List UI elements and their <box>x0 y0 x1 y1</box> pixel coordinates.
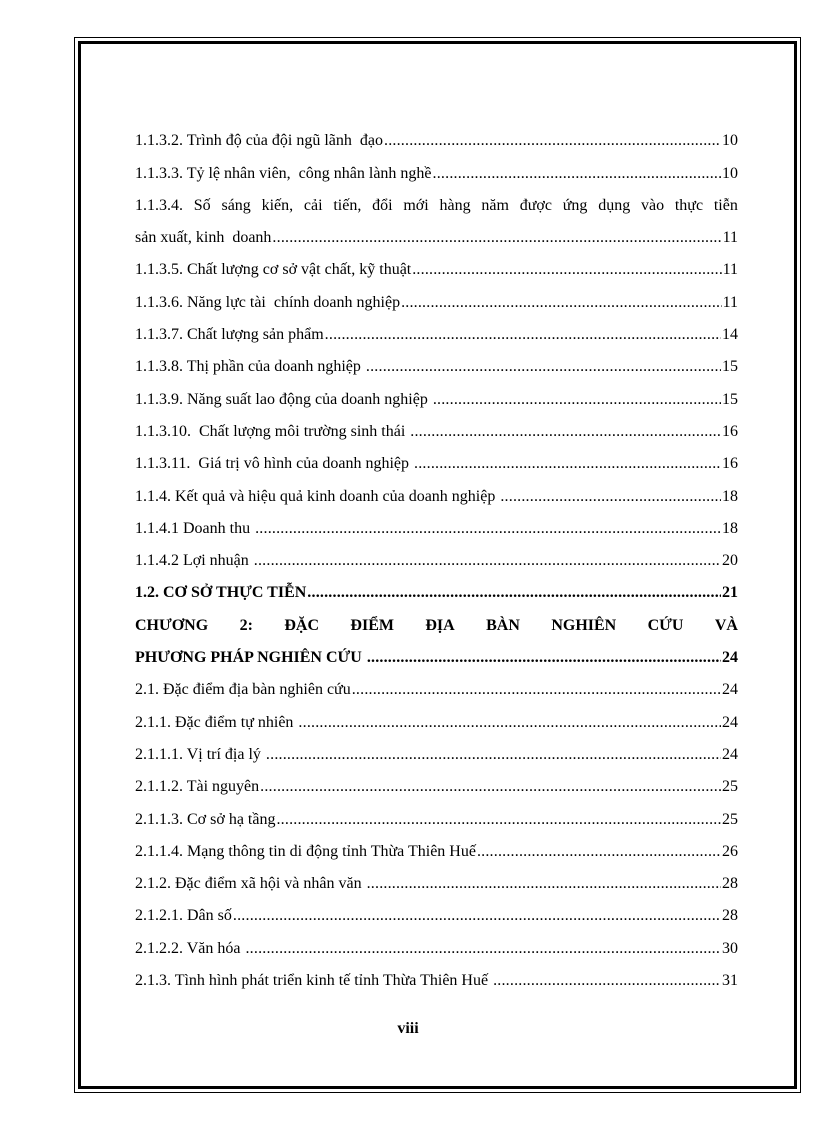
toc-entry[interactable] <box>135 381 738 413</box>
toc-word: cải <box>303 196 323 214</box>
toc-leader-dots <box>233 907 721 925</box>
toc-entry-page: 14 <box>722 326 738 344</box>
toc-leader-dots <box>401 294 722 312</box>
toc-entry-title: 2.1.2.2. Văn hóa <box>135 939 245 957</box>
toc-word: được <box>519 196 552 214</box>
toc-entry-title: 1.2. CƠ SỞ THỰC TIỄN <box>135 584 307 602</box>
toc-leader-dots <box>307 584 721 602</box>
toc-entry[interactable] <box>135 478 738 510</box>
toc-word: ĐIỂM <box>350 616 394 634</box>
toc-word: kiến, <box>261 196 294 214</box>
toc-entry[interactable] <box>135 866 738 898</box>
toc-entry-page: 16 <box>722 422 738 440</box>
toc-entry-title: 1.1.3.11. Giá trị vô hình của doanh nghiệp <box>135 455 414 473</box>
toc-entry-page: 18 <box>722 519 738 537</box>
toc-entry-title: 1.1.4.2 Lợi nhuận <box>135 552 253 570</box>
toc-entry-title <box>135 197 738 215</box>
toc-entry-page: 28 <box>722 875 738 893</box>
toc-entry-page: 10 <box>722 132 738 150</box>
toc-entry[interactable] <box>135 834 738 866</box>
toc-entry-page: 25 <box>722 810 738 828</box>
toc-entry-page: 16 <box>722 455 738 473</box>
toc-entry-title: 1.1.3.10. Chất lượng môi trường sinh thái <box>135 422 410 440</box>
toc-entry[interactable] <box>135 252 738 284</box>
toc-entry-title: 2.1.1. Đặc điểm tự nhiên <box>135 713 298 731</box>
toc-leader-dots <box>266 746 721 764</box>
toc-entry-page: 10 <box>722 164 738 182</box>
toc-entry-title: 1.1.4.1 Doanh thu <box>135 519 255 537</box>
toc-word: NGHIÊN <box>551 616 617 634</box>
toc-entry-page: 11 <box>722 261 738 279</box>
toc-leader-dots <box>384 132 721 150</box>
toc-entry-title: 1.1.4. Kết quả và hiệu quả kinh doanh của doanh nghiệp <box>135 487 500 505</box>
toc-entry[interactable] <box>135 123 738 155</box>
toc-entry[interactable] <box>135 414 738 446</box>
toc-leader-dots <box>352 681 721 699</box>
toc-word: 2: <box>239 616 253 634</box>
toc-entry-page: 24 <box>722 745 738 763</box>
toc-entry-title: 1.1.3.9. Năng suất lao động của doanh nghiệp <box>135 390 432 408</box>
toc-entry[interactable] <box>135 737 738 769</box>
toc-entry-title: sản xuất, kinh doanh <box>135 229 272 247</box>
toc-entry[interactable] <box>135 575 738 607</box>
toc-leader-dots <box>255 520 721 538</box>
toc-entry-title: 1.1.3.3. Tỷ lệ nhân viên, công nhân lành nghề <box>135 164 432 182</box>
toc-entry-title: 2.1.1.3. Cơ sở hạ tầng <box>135 810 276 828</box>
toc-entry[interactable] <box>135 963 738 995</box>
toc-entry-page: 24 <box>722 713 738 731</box>
toc-entry-page: 24 <box>722 681 738 699</box>
toc-leader-dots <box>414 455 721 473</box>
toc-entry-page: 25 <box>722 778 738 796</box>
toc-entry[interactable] <box>135 220 738 252</box>
toc-leader-dots <box>272 229 721 247</box>
toc-word: đổi <box>372 196 393 214</box>
toc-entry-page: 30 <box>722 939 738 957</box>
toc-leader-dots <box>367 649 721 667</box>
toc-entry-title: 2.1.2. Đặc điểm xã hội và nhân văn <box>135 875 366 893</box>
toc-entry[interactable] <box>135 317 738 349</box>
toc-word: Số <box>193 196 211 214</box>
toc-entry-page: 11 <box>722 229 738 247</box>
toc-entry-title <box>135 617 738 635</box>
toc-entry-page: 21 <box>722 584 738 602</box>
toc-entry-title: PHƯƠNG PHÁP NGHIÊN CỨU <box>135 649 366 667</box>
toc-word: VÀ <box>714 616 738 634</box>
toc-entry-page: 15 <box>722 390 738 408</box>
toc-word: ĐỊA <box>425 616 455 634</box>
toc-entry[interactable] <box>135 801 738 833</box>
toc-leader-dots <box>367 875 721 893</box>
toc-leader-dots <box>245 940 721 958</box>
toc-entry[interactable] <box>135 155 738 187</box>
toc-entry-title: 2.1.1.1. Vị trí địa lý <box>135 745 265 763</box>
toc-word: năm <box>481 196 509 214</box>
toc-word: hàng <box>439 196 471 214</box>
toc-entry-page: 26 <box>722 842 738 860</box>
toc-leader-dots <box>260 778 721 796</box>
page-number: viii <box>397 1020 419 1037</box>
toc-word: tiến, <box>333 196 362 214</box>
toc-entry-title: 1.1.3.7. Chất lượng sản phẩm <box>135 326 324 344</box>
toc-leader-dots <box>477 843 721 861</box>
table-of-contents <box>135 123 738 995</box>
toc-leader-dots <box>433 165 721 183</box>
toc-entry-title: 2.1. Đặc điểm địa bàn nghiên cứu <box>135 681 351 699</box>
toc-entry-title: 2.1.1.2. Tài nguyên <box>135 778 260 796</box>
toc-entry-page: 24 <box>722 649 738 667</box>
toc-entry[interactable] <box>135 704 738 736</box>
toc-leader-dots <box>412 261 721 279</box>
toc-word: ứng <box>562 196 588 214</box>
toc-entry[interactable] <box>135 640 738 672</box>
toc-word: tiễn <box>713 196 738 214</box>
toc-entry[interactable] <box>135 188 738 220</box>
toc-entry-page: 20 <box>722 552 738 570</box>
toc-entry-page: 18 <box>722 487 738 505</box>
toc-entry-title: 2.1.2.1. Dân số <box>135 907 232 925</box>
toc-leader-dots <box>254 552 721 570</box>
toc-entry[interactable] <box>135 672 738 704</box>
toc-word: dụng <box>598 196 631 214</box>
toc-entry[interactable] <box>135 607 738 639</box>
toc-entry[interactable] <box>135 446 738 478</box>
toc-entry[interactable] <box>135 930 738 962</box>
toc-word: sáng <box>221 196 251 214</box>
toc-entry[interactable] <box>135 898 738 930</box>
toc-entry-page: 11 <box>722 293 738 311</box>
toc-entry-title: 1.1.3.2. Trình độ của đội ngũ lãnh đạo <box>135 132 383 150</box>
toc-entry[interactable] <box>135 543 738 575</box>
toc-word: vào <box>640 196 665 214</box>
toc-entry[interactable] <box>135 511 738 543</box>
toc-leader-dots <box>298 714 721 732</box>
toc-entry-title: 1.1.3.5. Chất lượng cơ sở vật chất, kỹ thuật <box>135 261 412 279</box>
toc-entry-title: 2.1.3. Tình hình phát triển kinh tế tỉnh Thừa Thiên Huế <box>135 972 493 990</box>
toc-word: ĐẶC <box>284 616 319 634</box>
toc-entry-title: 1.1.3.6. Năng lực tài chính doanh nghiệp <box>135 293 401 311</box>
toc-leader-dots <box>366 358 721 376</box>
toc-word: 1.1.3.4. <box>135 196 183 214</box>
toc-entry-page: 15 <box>722 358 738 376</box>
toc-entry-page: 28 <box>722 907 738 925</box>
toc-leader-dots <box>410 423 721 441</box>
toc-word: mới <box>403 196 429 214</box>
toc-leader-dots <box>325 326 721 344</box>
toc-word: BÀN <box>486 616 520 634</box>
toc-leader-dots <box>276 811 721 829</box>
toc-entry[interactable] <box>135 769 738 801</box>
toc-entry[interactable] <box>135 284 738 316</box>
toc-leader-dots <box>493 972 721 990</box>
toc-entry-page: 31 <box>722 972 738 990</box>
toc-word: CỨU <box>647 616 684 634</box>
toc-word: thực <box>674 196 704 214</box>
toc-word: CHƯƠNG <box>135 616 209 634</box>
toc-leader-dots <box>433 391 721 409</box>
toc-leader-dots <box>500 488 721 506</box>
toc-entry-title: 2.1.1.4. Mạng thông tin di động tỉnh Thừa Thiên Huế <box>135 842 476 860</box>
toc-entry[interactable] <box>135 349 738 381</box>
toc-entry-title: 1.1.3.8. Thị phần của doanh nghiệp <box>135 358 365 376</box>
